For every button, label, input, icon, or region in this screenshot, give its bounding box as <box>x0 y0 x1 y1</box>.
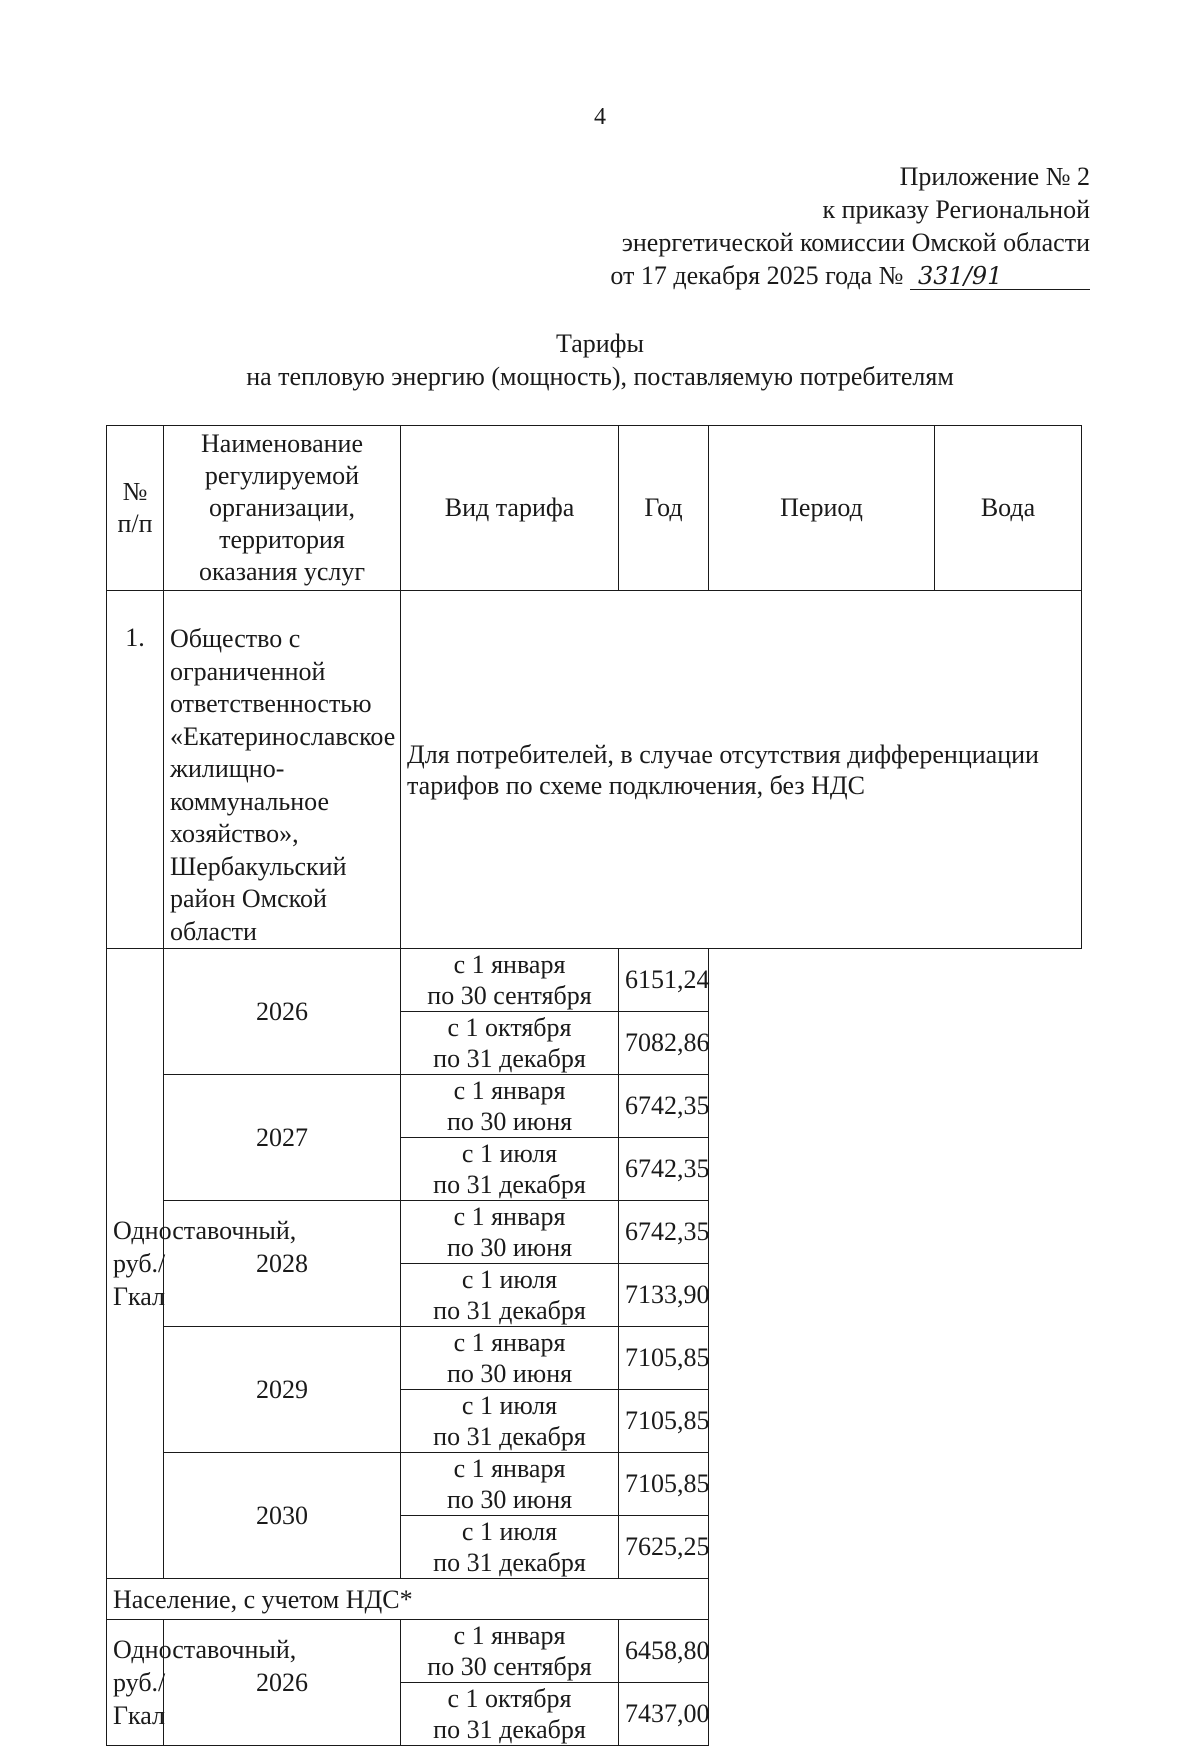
appendix-line-4 <box>610 259 1090 292</box>
section2-body <box>107 1620 1082 1746</box>
period-from: с 1 января <box>453 1076 566 1105</box>
tariff-table <box>106 425 1082 1746</box>
year-cell: 2028 <box>164 1201 401 1327</box>
period-cell <box>401 1620 619 1683</box>
period-from: с 1 января <box>453 950 566 979</box>
section1-body <box>107 949 1082 1579</box>
header-organization: Наименование регулируемой организации, территория оказания услуг <box>164 426 401 591</box>
period-to: по 30 июня <box>446 1359 573 1388</box>
period-from: с 1 января <box>453 1202 566 1231</box>
table-row <box>107 949 1082 1012</box>
year-cell: 2026 <box>164 1620 401 1746</box>
period-cell <box>401 1390 619 1453</box>
tariff-value-cell: 7105,85 <box>619 1453 709 1516</box>
period-to: по 31 декабря <box>433 1170 586 1199</box>
appendix-line-2: к приказу Региональной <box>822 195 1090 224</box>
period-cell <box>401 1075 619 1138</box>
tariff-value-cell: 6151,24 <box>619 949 709 1012</box>
period-from: с 1 октября <box>447 1684 572 1713</box>
header-year: Год <box>619 426 709 591</box>
appendix-line-1: Приложение № 2 <box>899 162 1090 191</box>
section2-label: Население, с учетом НДС* <box>107 1579 709 1620</box>
document-title <box>0 327 1200 393</box>
period-to: по 30 июня <box>446 1485 573 1514</box>
period-cell <box>401 1516 619 1579</box>
tariff-value-cell: 6458,80 <box>619 1620 709 1683</box>
period-to: по 30 сентября <box>427 1652 592 1681</box>
period-cell <box>401 1012 619 1075</box>
appendix-block <box>610 160 1090 292</box>
period-from: с 1 июля <box>461 1391 558 1420</box>
page-number: 4 <box>594 104 606 130</box>
period-to: по 30 сентября <box>427 981 592 1010</box>
title-line-2: на тепловую энергию (мощность), поставляемую потребителям <box>246 362 954 391</box>
period-from: с 1 января <box>453 1328 566 1357</box>
period-cell <box>401 1453 619 1516</box>
table-row <box>107 1453 1082 1516</box>
period-from: с 1 июля <box>461 1139 558 1168</box>
tariff-value-cell: 7082,86 <box>619 1012 709 1075</box>
period-cell <box>401 1201 619 1264</box>
year-cell: 2029 <box>164 1327 401 1453</box>
period-from: с 1 января <box>453 1454 566 1483</box>
period-to: по 31 декабря <box>433 1422 586 1451</box>
period-from: с 1 октября <box>447 1013 572 1042</box>
period-from: с 1 января <box>453 1621 566 1650</box>
table-row <box>107 1620 1082 1683</box>
tariff-type-cell: Одноставочный, руб./Гкал <box>107 1620 164 1746</box>
period-cell <box>401 1264 619 1327</box>
period-to: по 31 декабря <box>433 1296 586 1325</box>
tariff-value-cell: 6742,35 <box>619 1201 709 1264</box>
header-water: Вода <box>935 426 1082 591</box>
tariff-type-cell: Одноставочный, руб./Гкал <box>107 949 164 1579</box>
period-cell <box>401 949 619 1012</box>
tariff-value-cell: 7105,85 <box>619 1327 709 1390</box>
table-header-row <box>107 426 1082 591</box>
tariff-value-cell: 7133,90 <box>619 1264 709 1327</box>
row-number: 1. <box>107 591 164 949</box>
header-num: № п/п <box>107 426 164 591</box>
period-from: с 1 июля <box>461 1517 558 1546</box>
organization-name: Общество с ограниченной ответственностью «Екатеринославское жилищно-коммунальное хозяйство», Шербакульский район Омской области <box>164 591 401 949</box>
year-cell: 2030 <box>164 1453 401 1579</box>
tariff-value-cell: 6742,35 <box>619 1138 709 1201</box>
tariff-value-cell: 7105,85 <box>619 1390 709 1453</box>
section1-label: Для потребителей, в случае отсутствия дифференциации тарифов по схеме подключения, без НДС <box>401 591 1082 949</box>
tariff-value-cell: 6742,35 <box>619 1075 709 1138</box>
period-from: с 1 июля <box>461 1265 558 1294</box>
period-to: по 31 декабря <box>433 1715 586 1744</box>
period-cell <box>401 1683 619 1746</box>
order-date-prefix: от 17 декабря 2025 года № <box>610 261 904 290</box>
period-cell <box>401 1138 619 1201</box>
table-row <box>107 1075 1082 1138</box>
order-number-handwritten: 331/91 <box>910 263 1090 290</box>
period-cell <box>401 1327 619 1390</box>
header-period: Период <box>709 426 935 591</box>
period-to: по 30 июня <box>446 1233 573 1262</box>
period-to: по 31 декабря <box>433 1044 586 1073</box>
year-cell: 2026 <box>164 949 401 1075</box>
period-to: по 31 декабря <box>433 1548 586 1577</box>
tariff-value-cell: 7625,25 <box>619 1516 709 1579</box>
title-line-1: Тарифы <box>555 329 644 358</box>
appendix-line-3: энергетической комиссии Омской области <box>621 228 1090 257</box>
header-tariff-type: Вид тарифа <box>401 426 619 591</box>
year-cell: 2027 <box>164 1075 401 1201</box>
section1-row <box>107 591 1082 949</box>
table-row <box>107 1327 1082 1390</box>
section2-row <box>107 1579 1082 1620</box>
period-to: по 30 июня <box>446 1107 573 1136</box>
tariff-value-cell: 7437,00 <box>619 1683 709 1746</box>
